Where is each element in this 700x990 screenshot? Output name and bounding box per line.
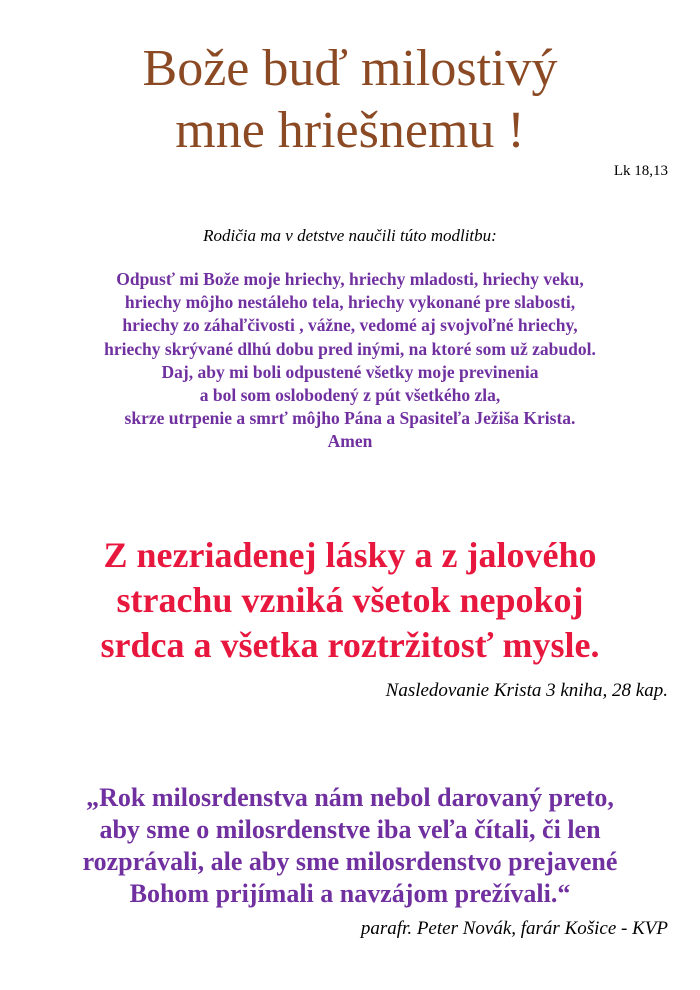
title-line-2: mne hriešnemu ! — [175, 102, 525, 159]
mercy-quote-source: parafr. Peter Novák, farár Košice - KVP — [360, 918, 668, 939]
page-title — [0, 38, 700, 162]
quote-line: rozprávali, ale aby sme milosrdenstvo prejavené — [82, 847, 618, 876]
imitation-quote — [0, 533, 700, 668]
quote-line: Bohom prijímali a navzájom prežívali.“ — [129, 879, 571, 908]
bible-reference: Lk 18,13 — [613, 163, 668, 179]
prayer-line: skrze utrpenie a smrť môjho Pána a Spasiteľa Ježiša Krista. — [124, 408, 576, 429]
prayer-line: hriechy skrývané dlhú dobu pred inými, na ktoré som už zabudol. — [104, 338, 596, 359]
quote-line: srdca a všetka roztržitosť mysle. — [100, 625, 600, 665]
imitation-quote-source: Nasledovanie Krista 3 kniha, 28 kap. — [385, 680, 668, 701]
quote-line: strachu vzniká všetok nepokoj — [116, 580, 584, 620]
title-line-1: Bože buď milostivý — [142, 40, 558, 97]
quote-line: Z nezriadenej lásky a z jalového — [103, 535, 597, 575]
prayer-text — [0, 268, 700, 454]
prayer-line: Odpusť mi Bože moje hriechy, hriechy mladosti, hriechy veku, — [116, 269, 584, 289]
quote-line: aby sme o milosrdenstve iba veľa čítali, či len — [99, 815, 601, 844]
prayer-line: a bol som oslobodený z pút všetkého zla, — [199, 385, 501, 406]
quote-line: „Rok milosrdenstva nám nebol darovaný preto, — [86, 783, 614, 812]
prayer-line: hriechy môjho nestáleho tela, hriechy vykonané pre slabosti, — [124, 292, 576, 313]
prayer-line: Daj, aby mi boli odpustené všetky moje previnenia — [161, 361, 539, 382]
prayer-line: hriechy zo záhaľčivosti , vážne, vedomé aj svojvoľné hriechy, — [122, 315, 578, 336]
prayer-intro: Rodičia ma v detstve naučili túto modlitbu: — [203, 226, 497, 245]
mercy-quote — [0, 782, 700, 910]
prayer-amen: Amen — [327, 431, 373, 452]
